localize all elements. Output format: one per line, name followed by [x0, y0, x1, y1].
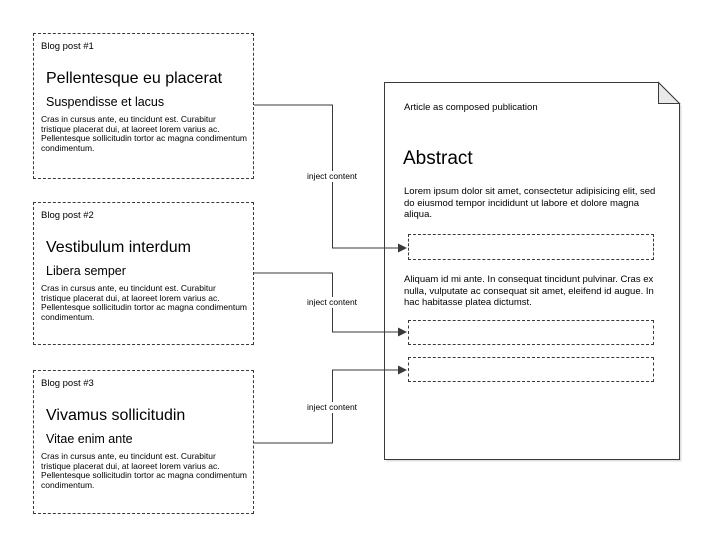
blog-post-2-title: Vestibulum interdum	[46, 239, 191, 256]
page-outline	[385, 83, 680, 460]
blog-post-3-title: Vivamus sollicitudin	[46, 407, 186, 424]
inject-content-label-3: inject content	[301, 402, 363, 413]
inject-content-label-1: inject content	[301, 171, 363, 182]
middle-paragraph: Aliquam id mi ante. In consequat tincidunt pulvinar. Cras ex nulla, vulputate ac consequat sit amet, eleifend id augue. In hac habitasse platea dictumst.	[404, 274, 654, 309]
blog-post-2-box	[33, 202, 254, 345]
blog-post-3-label: Blog post #3	[41, 378, 94, 389]
blog-post-1-subtitle: Suspendisse et lacus	[46, 95, 165, 109]
blog-post-2-subtitle: Libera semper	[46, 264, 126, 278]
article-document	[384, 82, 680, 460]
content-placeholder-3	[408, 357, 654, 382]
blog-post-3-body: Cras in cursus ante, eu tincidunt est. Curabitur tristique placerat dui, at laoreet lorem varius ac. Pellentesque sollicitudin tortor ac magna condimentum condimentum.	[41, 451, 248, 491]
content-placeholder-1	[408, 234, 654, 260]
blog-post-2-body: Cras in cursus ante, eu tincidunt est. Curabitur tristique placerat dui, at laoreet lorem varius ac. Pellentesque sollicitudin tortor ac magna condimentum condimentum.	[41, 283, 248, 323]
abstract-heading: Abstract	[403, 148, 473, 169]
blog-post-2-label: Blog post #2	[41, 210, 94, 221]
content-placeholder-2	[408, 320, 654, 345]
blog-post-1-title: Pellentesque eu placerat	[46, 70, 223, 87]
document-header: Article as composed publication	[404, 102, 538, 113]
blog-post-3-box	[33, 370, 254, 514]
blog-post-1-body: Cras in cursus ante, eu tincidunt est. Curabitur tristique placerat dui, at laoreet lorem varius ac. Pellentesque sollicitudin tortor ac magna condimentum condimentum.	[41, 114, 248, 154]
blog-post-1-box	[33, 33, 254, 179]
blog-post-3-subtitle: Vitae enim ante	[46, 432, 133, 446]
abstract-paragraph: Lorem ipsum dolor sit amet, consectetur adipisicing elit, sed do eiusmod tempor incididunt ut labore et dolore magna aliqua.	[404, 186, 656, 221]
inject-content-label-2: inject content	[301, 297, 363, 308]
page-fold-corner-icon	[659, 83, 680, 104]
blog-post-1-label: Blog post #1	[41, 41, 94, 52]
